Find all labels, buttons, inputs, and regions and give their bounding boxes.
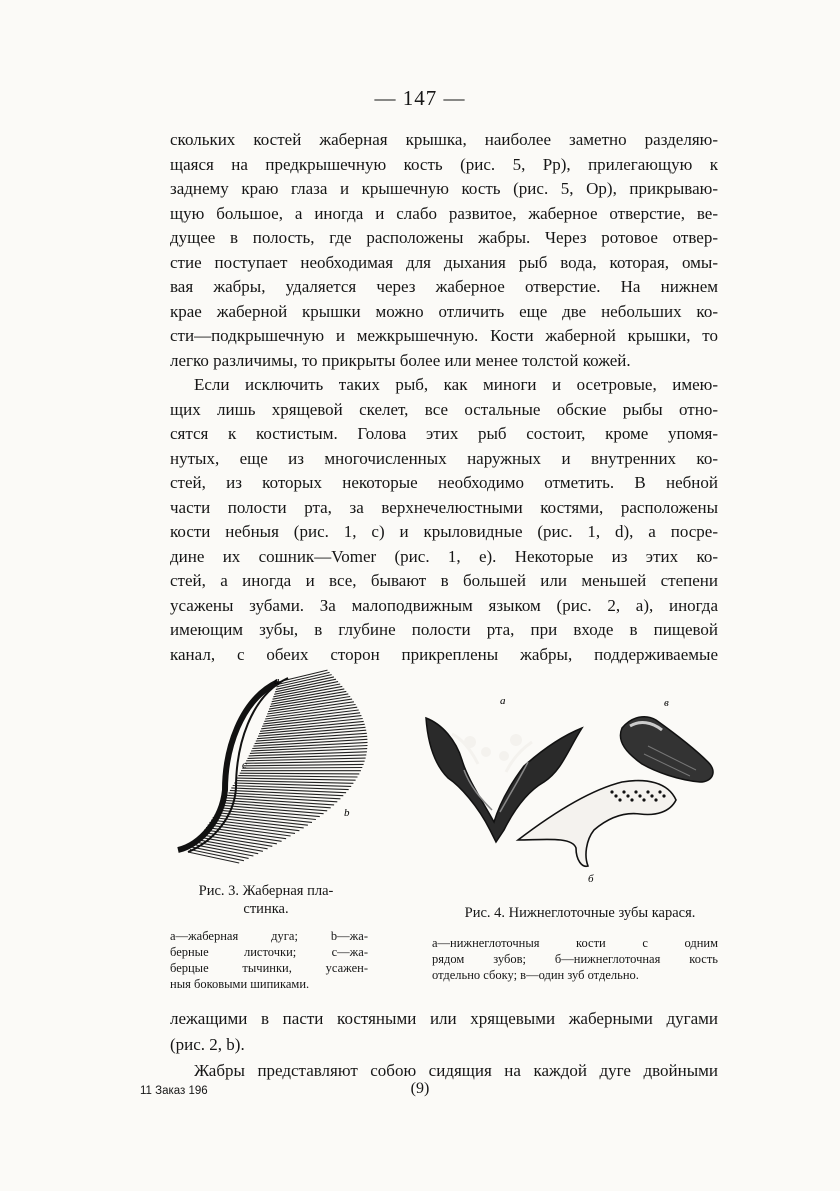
- text-line: дущее в полость, где расположены жабры. Через ротовое отвер-: [170, 228, 718, 247]
- tooth-dot: [610, 790, 613, 793]
- single-tooth: [620, 717, 713, 782]
- gill-filament: [242, 768, 362, 769]
- gill-filament: [238, 776, 357, 777]
- text-line: вая жабры, удаляется через жаберное отверстие. На нижнем: [170, 277, 718, 296]
- caption-line: Рис. 3. Жаберная пла-: [198, 883, 334, 899]
- text-line: стей, из которых некоторые необходимо отметить. В небной: [170, 473, 718, 492]
- gill-plate-illustration: [170, 660, 400, 870]
- caption-line: стинка.: [243, 901, 289, 917]
- caption-line: берцые тычинки, усажен-: [170, 961, 368, 975]
- gill-filament: [190, 850, 244, 861]
- text-line: крае жаберной крышки можно отличить еще две небольших ко-: [170, 301, 718, 321]
- gill-filament: [194, 845, 254, 856]
- gill-filament: [192, 847, 249, 858]
- tooth-dot: [614, 794, 617, 797]
- fig4-caption-title: Рис. 4. Нижнеглоточные зубы карася.: [464, 905, 696, 921]
- fig3-label-b: b: [344, 807, 350, 819]
- gill-filament: [188, 852, 239, 863]
- caption-line: рядом зубов; б—нижнеглоточная кость: [432, 952, 718, 966]
- text-line: щаяся на предкрышечную кость (рис. 5, Pp), прилегающую к: [170, 154, 718, 174]
- gill-filament: [240, 773, 360, 774]
- text-line: кости небныя (рис. 1, c) и крыловидные (рис. 1, d), а посре-: [170, 522, 718, 541]
- single-pharyngeal-bone-side: [518, 781, 676, 867]
- text-line: стие поступает необходимая для дыхания рыб вода, которая, омы-: [170, 252, 718, 272]
- text-line: Если исключить таких рыб, как миноги и осетровые, имею-: [194, 375, 718, 394]
- text-line: лежащими в пасти костяными или хрящевыми жаберными дугами: [170, 1009, 718, 1028]
- caption-line: отдельно сбоку; в—один зуб отдельно.: [432, 968, 639, 982]
- text-line: заднему краю глаза и крышечную кость (рис. 5, Op), прикрываю-: [170, 179, 718, 198]
- gill-filament: [230, 790, 343, 795]
- tooth-dot: [662, 794, 665, 797]
- fig4-label-b: б: [588, 873, 594, 885]
- fig3-caption-title: [166, 882, 366, 918]
- gill-filament: [264, 710, 358, 721]
- tooth-dot: [650, 794, 653, 797]
- text-line: сятся к костистым. Голова этих рыб состоит, кроме упомя-: [170, 424, 718, 443]
- body-text: [170, 128, 718, 667]
- text-line: стей, а иногда и все, бывают в большей или меньшей степени: [170, 571, 718, 590]
- tooth-dot: [618, 798, 621, 801]
- text-line: канал, с обеих сторон прикреплены жабры, поддерживаемые: [170, 644, 718, 664]
- text-line: щую большое, а иногда и слабо развитое, жаберное отверстие, ве-: [170, 203, 718, 223]
- gill-filament: [251, 746, 367, 752]
- text-line: легко различимы, то прикрыты более или менее толстой кожей.: [170, 350, 631, 370]
- print-order-mark: 11 Заказ 196: [140, 1085, 208, 1097]
- text-line: части полости рта, за верхнечелюстными костями, расположены: [170, 497, 718, 517]
- text-line: дине их сошник—Vomer (рис. 1, e). Некоторые из этих ко-: [170, 546, 718, 566]
- caption-line: берные листочки; c—жа-: [170, 945, 368, 959]
- text-line: нутых, еще из многочисленных наружных и внутренних ко-: [170, 448, 718, 468]
- tooth-dot: [626, 794, 629, 797]
- tooth-dot: [654, 798, 657, 801]
- body-text-continued: [170, 1006, 718, 1084]
- tooth-dot: [642, 798, 645, 801]
- signature-mark: (9): [410, 1080, 430, 1097]
- gill-filament: [246, 758, 365, 761]
- tooth-dot: [630, 798, 633, 801]
- fig3-label-a: a: [274, 675, 280, 687]
- caption-line: a—жаберная дуга; b—жа-: [170, 929, 368, 943]
- fig3-caption-description: [170, 928, 368, 992]
- text-line: Жабры представляют собою сидящия на каждой дуге двойными: [194, 1061, 718, 1080]
- gill-filament: [236, 781, 354, 784]
- tooth-dot: [658, 790, 661, 793]
- fig4-caption-description: [432, 935, 718, 983]
- fig4-label-v: в: [664, 697, 669, 709]
- fig4-label-a: a: [500, 695, 506, 707]
- gill-filament: [244, 764, 364, 765]
- text-line: сти—подкрышечную и межкрышечную. Кости жаберной крышки, то: [170, 326, 718, 345]
- text-line: скольких костей жаберная крышка, наиболее заметно разделяю-: [170, 130, 718, 149]
- text-line: имеющим зубы, в глубине полости рта, при входе в пищевой: [170, 620, 718, 639]
- gill-filament: [245, 761, 365, 763]
- text-line: усажены зубами. За малоподвижным языком (рис. 2, a), иногда: [170, 595, 718, 615]
- tooth-dot: [638, 794, 641, 797]
- gill-filament: [237, 778, 356, 780]
- text-line: щих лишь хрящевой скелет, все остальные обские рыбы отно-: [170, 399, 718, 419]
- text-line: (рис. 2, b).: [170, 1035, 245, 1054]
- fig3-label-c: c: [242, 759, 247, 771]
- page-number: — 147 —: [374, 86, 466, 110]
- caption-line: a—нижнеглоточныя кости с одним: [432, 936, 718, 950]
- pharyngeal-teeth-illustration: [412, 690, 724, 890]
- tooth-dot: [622, 790, 625, 793]
- tooth-dot: [634, 790, 637, 793]
- gill-filament: [195, 842, 258, 854]
- caption-line: ныя боковыми шипиками.: [170, 977, 310, 991]
- tooth-dot: [646, 790, 649, 793]
